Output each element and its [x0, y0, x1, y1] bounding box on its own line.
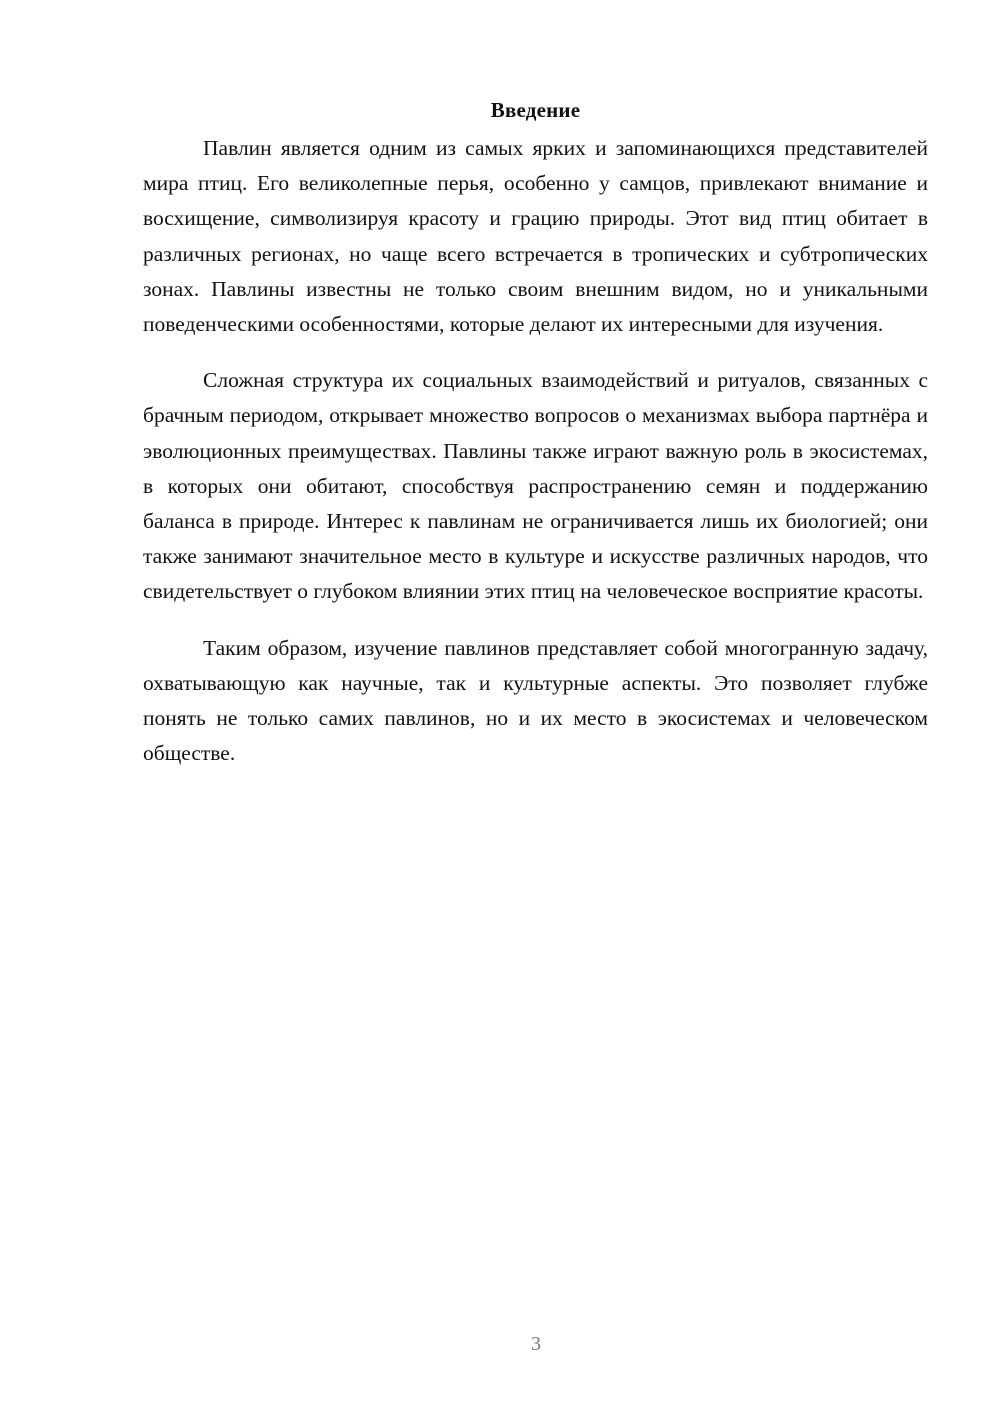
page-content	[143, 93, 928, 771]
paragraph-social-structure: Сложная структура их социальных взаимодействий и ритуалов, связанных с брачным периодом, открывает множество вопросов о механизмах выбора партнёра и эволюционных преимуществах. Павлины также играют важную роль в экосистемах, в которых они обитают, способствуя распространению семян и поддержанию баланса в природе. Интерес к павлинам не ограничивается лишь их биологией; они также занимают значительное место в культуре и искусстве различных народов, что свидетельствует о глубоком влиянии этих птиц на человеческое восприятие красоты.	[143, 368, 928, 604]
paragraph-intro: Павлин является одним из самых ярких и запоминающихся представителей мира птиц. Его великолепные перья, особенно у самцов, привлекают внимание и восхищение, символизируя красоту и грацию природы. Этот вид птиц обитает в различных регионах, но чаще всего встречается в тропических и субтропических зонах. Павлины известны не только своим внешним видом, но и уникальными поведенческими особенностями, которые делают их интересными для изучения.	[143, 136, 928, 337]
section-heading: Введение	[490, 98, 581, 122]
paragraph-conclusion: Таким образом, изучение павлинов представляет собой многогранную задачу, охватывающую как научные, так и культурные аспекты. Это позволяет глубже понять не только самих павлинов, но и их место в экосистемах и человеческом обществе.	[143, 635, 928, 766]
page-number: 3	[531, 1333, 541, 1355]
